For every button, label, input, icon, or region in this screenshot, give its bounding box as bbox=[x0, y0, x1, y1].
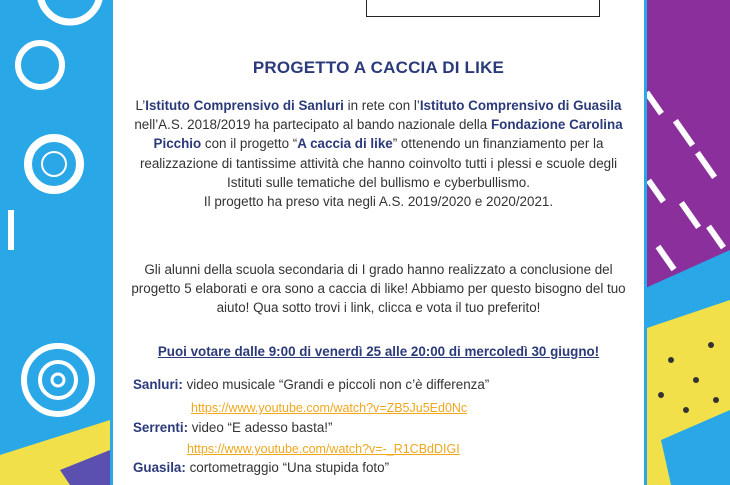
entry-sanluri bbox=[133, 377, 489, 392]
foundation-name: Fondazione Carolina Picchio bbox=[153, 117, 623, 152]
page-title: PROGETTO A CACCIA DI LIKE bbox=[252, 58, 505, 77]
entry-place: Serrenti: bbox=[133, 420, 189, 435]
document-page bbox=[110, 0, 647, 485]
intro-text: ” ottenendo un finanziamento per la realizzazione di tantissime attività che hanno coinvolto tutti i plessi e scuole degli Istituti sulle tematiche del bullismo e cyberbullismo. bbox=[139, 136, 618, 190]
entry-description: cortometraggio “Una stupida foto” bbox=[185, 460, 390, 475]
intro-text: nell’A.S. 2018/2019 ha partecipato al bando nazionale della bbox=[134, 117, 491, 133]
youtube-link-sanluri[interactable]: https://www.youtube.com/watch?v=ZB5Ju5Ed0Nc bbox=[191, 401, 468, 415]
right-pattern-graphic bbox=[641, 0, 730, 485]
entry-place: Guasila: bbox=[133, 460, 186, 475]
entry-serrenti bbox=[133, 420, 332, 435]
intro-paragraph bbox=[121, 96, 636, 211]
right-decorative-panel bbox=[641, 0, 730, 485]
intro-text: con il progetto “ bbox=[201, 136, 298, 152]
entry-place: Sanluri: bbox=[133, 377, 183, 392]
school-sanluri: Istituto Comprensivo di Sanluri bbox=[145, 98, 344, 113]
entry-description: video musicale “Grandi e piccoli non c’è differenza” bbox=[182, 377, 490, 392]
students-paragraph: Gli alunni della scuola secondaria di I grado hanno realizzato a conclusione del progetto 5 elaborati e ora sono a caccia di like! Abbiamo per questo bisogno del tuo aiuto! Qua sotto trovi i link, clicca e vota il tuo preferito! bbox=[131, 262, 626, 316]
project-name: A caccia di like bbox=[297, 136, 393, 152]
entry-description: video “E adesso basta!” bbox=[188, 420, 333, 435]
entry-guasila bbox=[133, 460, 389, 475]
vote-notice: Puoi votare dalle 9:00 di venerdì 25 alle 20:00 di mercoledì 30 giugno! bbox=[157, 344, 600, 359]
intro-text: in rete con l’ bbox=[343, 98, 420, 113]
left-pattern-graphic bbox=[0, 0, 110, 485]
left-decorative-panel bbox=[0, 0, 110, 485]
school-guasila: Istituto Comprensivo di Guasila bbox=[419, 98, 622, 113]
intro-text: Il progetto ha preso vita negli A.S. 2019/2020 e 2020/2021. bbox=[203, 194, 554, 210]
header-box bbox=[366, 0, 600, 17]
intro-text: L’ bbox=[135, 98, 146, 113]
youtube-link-serrenti[interactable]: https://www.youtube.com/watch?v=-_R1CBdDIGI bbox=[187, 442, 460, 456]
